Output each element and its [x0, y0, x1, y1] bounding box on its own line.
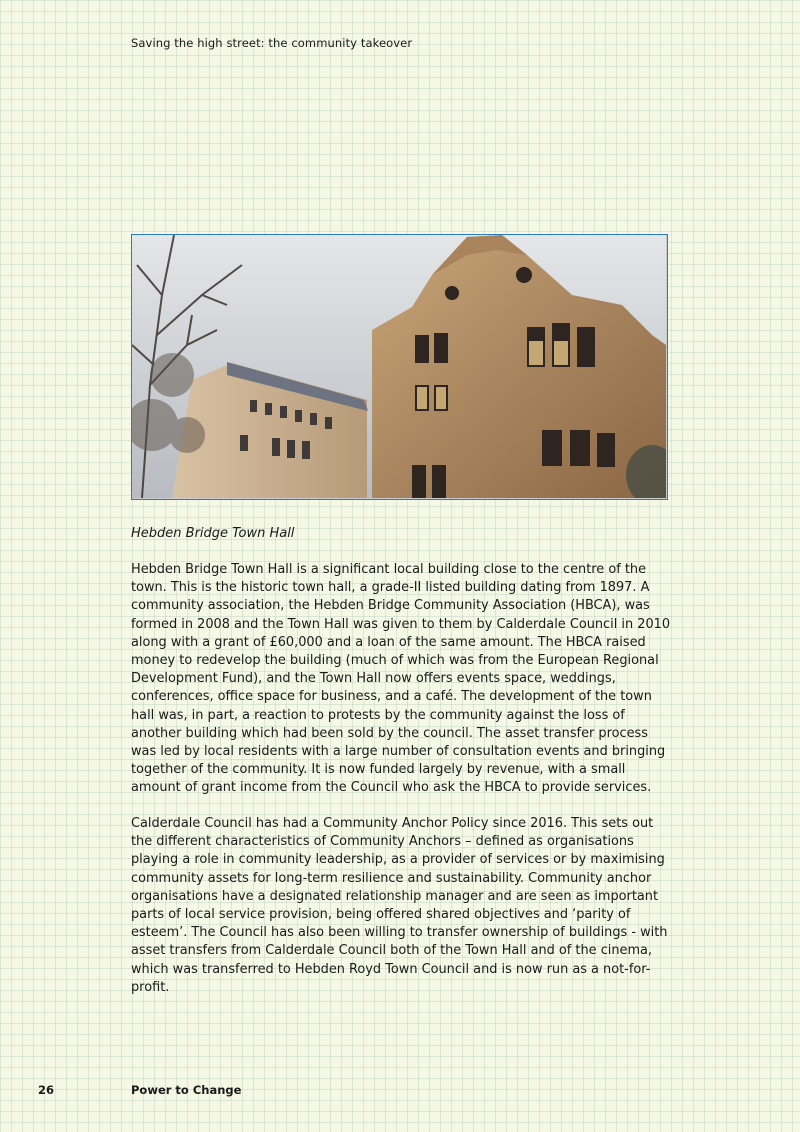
body-paragraph: Calderdale Council has had a Community Anchor Policy since 2016. This sets out the different characteristics of Community Anchors – defined as organisations playing a role in community leadership, as a provider of services or by maximising community assets for long-term resilience and sustainability. Community anchor organisations have a designated relationship manager and are seen as important parts of local service provision, being offered shared objectives and ‘parity of esteem’. The Council has also been willing to transfer ownership of buildings - with asset transfers from Calderdale Council both of the Town Hall and of the cinema, which was transferred to Hebden Royd Town Council and is now run as a not-for-profit.: [131, 816, 668, 995]
town-hall-illustration: [132, 235, 666, 498]
body-paragraph: Hebden Bridge Town Hall is a significant local building close to the centre of the town. This is the historic town hall, a grade-II listed building dating from 1897. A community association, the Hebden Bridge Community Association (HBCA), was formed in 2008 and the Town Hall was given to them by Calderdale Council in 2010 along with a grant of £60,000 and a loan of the same amount. The HBCA raised money to redevelop the building (much of which was from the European Regional Development Fund), and the Town Hall now offers events space, weddings, conferences, office space for business, and a café. The development of the town hall was, in part, a reaction to protests by the community against the loss of another building which had been sold by the council. The asset transfer process was led by local residents with a large number of consultation events and bringing together of the community. It is now funded largely by revenue, with a small amount of grant income from the Council who ask the HBCA to provide services.: [131, 562, 671, 796]
town-hall-photo: [131, 234, 668, 500]
running-header: Saving the high street: the community takeover: [131, 36, 413, 50]
footer-organisation: Power to Change: [131, 1083, 242, 1097]
page-number: 26: [38, 1083, 55, 1097]
photo-caption: Hebden Bridge Town Hall: [131, 526, 295, 541]
